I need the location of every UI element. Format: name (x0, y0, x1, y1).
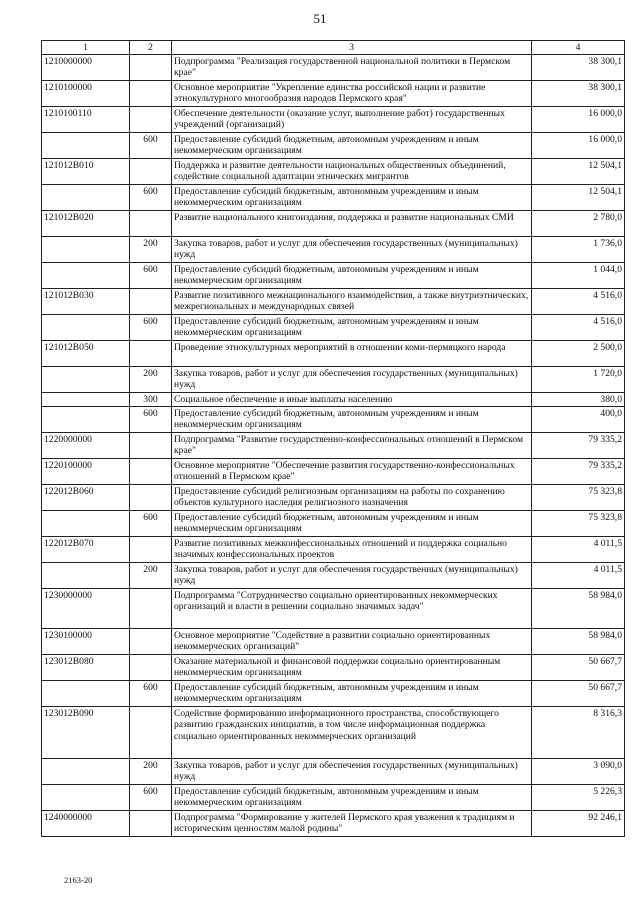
row-code-cell: 1230000000 (42, 589, 130, 629)
table-row (42, 759, 625, 785)
column-header-2: 2 (130, 41, 172, 55)
table-row (42, 811, 625, 837)
row-name-cell: Основное мероприятие "Содействие в развитии социально ориентированных некоммерческих организаций" (172, 629, 532, 655)
row-expense-type-cell: 600 (130, 407, 172, 433)
row-name-cell: Основное мероприятие "Укрепление единства российской нации и развитие этнокультурного многообразия народов Пермского края" (172, 81, 532, 107)
table-row (42, 485, 625, 511)
row-expense-type-cell: 200 (130, 759, 172, 785)
row-expense-type-cell (130, 459, 172, 485)
row-name-cell: Обеспечение деятельности (оказание услуг, выполнение работ) государственных учреждений (организаций) (172, 107, 532, 133)
table-row (42, 315, 625, 341)
row-expense-type-cell (130, 289, 172, 315)
row-expense-type-cell (130, 341, 172, 367)
row-sum-cell: 92 246,1 (532, 811, 625, 837)
row-code-cell: 121012В020 (42, 211, 130, 237)
row-code-cell (42, 759, 130, 785)
row-expense-type-cell: 200 (130, 237, 172, 263)
row-code-cell: 1210100110 (42, 107, 130, 133)
table-row (42, 563, 625, 589)
row-code-cell: 1210000000 (42, 55, 130, 81)
table-row (42, 681, 625, 707)
row-code-cell: 123012В080 (42, 655, 130, 681)
table-row (42, 55, 625, 81)
row-expense-type-cell: 600 (130, 681, 172, 707)
table-row (42, 407, 625, 433)
table-row (42, 707, 625, 759)
table-row (42, 655, 625, 681)
table-row (42, 81, 625, 107)
row-expense-type-cell (130, 211, 172, 237)
table-row (42, 785, 625, 811)
row-name-cell: Предоставление субсидий бюджетным, автономным учреждениям и иным некоммерческим организациям (172, 263, 532, 289)
row-name-cell: Закупка товаров, работ и услуг для обеспечения государственных (муниципальных) нужд (172, 237, 532, 263)
row-name-cell: Закупка товаров, работ и услуг для обеспечения государственных (муниципальных) нужд (172, 563, 532, 589)
row-code-cell (42, 785, 130, 811)
row-name-cell: Предоставление субсидий бюджетным, автономным учреждениям и иным некоммерческим организациям (172, 407, 532, 433)
table-row (42, 589, 625, 629)
row-name-cell: Предоставление субсидий бюджетным, автономным учреждениям и иным некоммерческим организациям (172, 185, 532, 211)
row-sum-cell: 50 667,7 (532, 655, 625, 681)
row-sum-cell: 50 667,7 (532, 681, 625, 707)
row-expense-type-cell (130, 107, 172, 133)
budget-table (41, 40, 625, 837)
row-sum-cell: 38 300,1 (532, 55, 625, 81)
row-name-cell: Социальное обеспечение и иные выплаты населению (172, 393, 532, 407)
table-row (42, 185, 625, 211)
row-sum-cell: 1 044,0 (532, 263, 625, 289)
row-name-cell: Предоставление субсидий религиозным организациям на работы по сохранению объектов культурного наследия религиозного назначения (172, 485, 532, 511)
row-code-cell (42, 315, 130, 341)
row-sum-cell: 79 335,2 (532, 433, 625, 459)
row-name-cell: Подпрограмма "Формирование у жителей Пермского края уважения к традициям и историческим ценностям малой родины" (172, 811, 532, 837)
row-expense-type-cell (130, 811, 172, 837)
table-row (42, 459, 625, 485)
table-row (42, 511, 625, 537)
row-code-cell: 1220100000 (42, 459, 130, 485)
table-body (42, 55, 625, 837)
row-sum-cell: 12 504,1 (532, 185, 625, 211)
row-sum-cell: 75 323,8 (532, 511, 625, 537)
row-name-cell: Оказание материальной и финансовой поддержки социально ориентированным некоммерческим организациям (172, 655, 532, 681)
column-header-4: 4 (532, 41, 625, 55)
row-name-cell: Проведение этнокультурных мероприятий в отношении коми-пермяцкого народа (172, 341, 532, 367)
table-row (42, 159, 625, 185)
row-code-cell: 121012В010 (42, 159, 130, 185)
row-name-cell: Закупка товаров, работ и услуг для обеспечения государственных (муниципальных) нужд (172, 367, 532, 393)
row-name-cell: Развитие позитивного межнационального взаимодействия, а также внутриэтнических, межрегиональных и международных связей (172, 289, 532, 315)
row-name-cell: Подпрограмма "Развитие государственно-конфессиональных отношений в Пермском крае" (172, 433, 532, 459)
row-sum-cell: 38 300,1 (532, 81, 625, 107)
row-expense-type-cell (130, 485, 172, 511)
row-name-cell: Предоставление субсидий бюджетным, автономным учреждениям и иным некоммерческим организациям (172, 681, 532, 707)
row-expense-type-cell (130, 81, 172, 107)
row-code-cell (42, 237, 130, 263)
row-code-cell: 122012В060 (42, 485, 130, 511)
row-expense-type-cell (130, 433, 172, 459)
row-expense-type-cell: 600 (130, 185, 172, 211)
row-sum-cell: 75 323,8 (532, 485, 625, 511)
table-row (42, 263, 625, 289)
row-expense-type-cell (130, 589, 172, 629)
row-code-cell: 121012В030 (42, 289, 130, 315)
row-name-cell: Предоставление субсидий бюджетным, автономным учреждениям и иным некоммерческим организациям (172, 785, 532, 811)
table-header-row (42, 41, 625, 55)
row-name-cell: Поддержка и развитие деятельности национальных общественных объединений, содействие социальной адаптации этнических мигрантов (172, 159, 532, 185)
row-sum-cell: 5 226,3 (532, 785, 625, 811)
row-sum-cell: 1 736,0 (532, 237, 625, 263)
row-sum-cell: 16 000,0 (532, 133, 625, 159)
row-sum-cell: 400,0 (532, 407, 625, 433)
row-sum-cell: 2 500,0 (532, 341, 625, 367)
row-code-cell (42, 263, 130, 289)
row-code-cell (42, 185, 130, 211)
row-code-cell (42, 393, 130, 407)
table-row (42, 629, 625, 655)
row-sum-cell: 4 011,5 (532, 537, 625, 563)
table-row (42, 289, 625, 315)
row-expense-type-cell: 600 (130, 133, 172, 159)
row-name-cell: Предоставление субсидий бюджетным, автономным учреждениям и иным некоммерческим организациям (172, 511, 532, 537)
row-sum-cell: 4 516,0 (532, 315, 625, 341)
row-expense-type-cell: 200 (130, 563, 172, 589)
row-code-cell: 1220000000 (42, 433, 130, 459)
row-expense-type-cell: 300 (130, 393, 172, 407)
row-sum-cell: 4 011,5 (532, 563, 625, 589)
row-sum-cell: 380,0 (532, 393, 625, 407)
row-sum-cell: 79 335,2 (532, 459, 625, 485)
table-row (42, 433, 625, 459)
table-row (42, 211, 625, 237)
row-expense-type-cell (130, 55, 172, 81)
document-footer-code: 2163-20 (64, 875, 93, 885)
row-name-cell: Содействие формированию информационного пространства, способствующего развитию гражданских инициатив, в том числе информационная поддержка социально ориентированных некоммерческих организаций (172, 707, 532, 759)
row-sum-cell: 4 516,0 (532, 289, 625, 315)
row-expense-type-cell (130, 655, 172, 681)
table-row (42, 341, 625, 367)
row-code-cell (42, 511, 130, 537)
row-expense-type-cell (130, 537, 172, 563)
row-sum-cell: 16 000,0 (532, 107, 625, 133)
row-code-cell: 121012В050 (42, 341, 130, 367)
row-expense-type-cell (130, 707, 172, 759)
row-name-cell: Подпрограмма "Сотрудничество социально ориентированных некоммерческих организаций и власти в решении социально значимых задач" (172, 589, 532, 629)
table-row (42, 393, 625, 407)
row-code-cell (42, 367, 130, 393)
table-row (42, 237, 625, 263)
column-header-1: 1 (42, 41, 130, 55)
row-code-cell: 1230100000 (42, 629, 130, 655)
row-expense-type-cell (130, 629, 172, 655)
row-code-cell: 122012В070 (42, 537, 130, 563)
row-sum-cell: 8 316,3 (532, 707, 625, 759)
row-name-cell: Подпрограмма "Реализация государственной национальной политики в Пермском крае" (172, 55, 532, 81)
column-header-3: 3 (172, 41, 532, 55)
row-name-cell: Развитие позитивных межконфессиональных отношений и поддержка социально значимых конфессиональных проектов (172, 537, 532, 563)
row-expense-type-cell: 200 (130, 367, 172, 393)
row-sum-cell: 2 780,0 (532, 211, 625, 237)
row-code-cell: 1240000000 (42, 811, 130, 837)
table-row (42, 367, 625, 393)
row-sum-cell: 1 720,0 (532, 367, 625, 393)
row-name-cell: Предоставление субсидий бюджетным, автономным учреждениям и иным некоммерческим организациям (172, 133, 532, 159)
row-expense-type-cell: 600 (130, 263, 172, 289)
row-expense-type-cell (130, 159, 172, 185)
row-code-cell (42, 563, 130, 589)
row-sum-cell: 58 984,0 (532, 629, 625, 655)
table-row (42, 107, 625, 133)
row-name-cell: Основное мероприятие "Обеспечение развития государственно-конфессиональных отношений в Пермском крае" (172, 459, 532, 485)
row-code-cell: 1210100000 (42, 81, 130, 107)
row-sum-cell: 12 504,1 (532, 159, 625, 185)
row-sum-cell: 3 090,0 (532, 759, 625, 785)
row-sum-cell: 58 984,0 (532, 589, 625, 629)
page-number: 51 (313, 11, 327, 26)
table-row (42, 133, 625, 159)
row-expense-type-cell: 600 (130, 785, 172, 811)
row-code-cell: 123012В090 (42, 707, 130, 759)
row-name-cell: Развитие национального книгоиздания, поддержка и развитие национальных СМИ (172, 211, 532, 237)
row-code-cell (42, 133, 130, 159)
row-name-cell: Закупка товаров, работ и услуг для обеспечения государственных (муниципальных) нужд (172, 759, 532, 785)
row-expense-type-cell: 600 (130, 511, 172, 537)
table-row (42, 537, 625, 563)
row-code-cell (42, 681, 130, 707)
row-expense-type-cell: 600 (130, 315, 172, 341)
row-code-cell (42, 407, 130, 433)
row-name-cell: Предоставление субсидий бюджетным, автономным учреждениям и иным некоммерческим организациям (172, 315, 532, 341)
